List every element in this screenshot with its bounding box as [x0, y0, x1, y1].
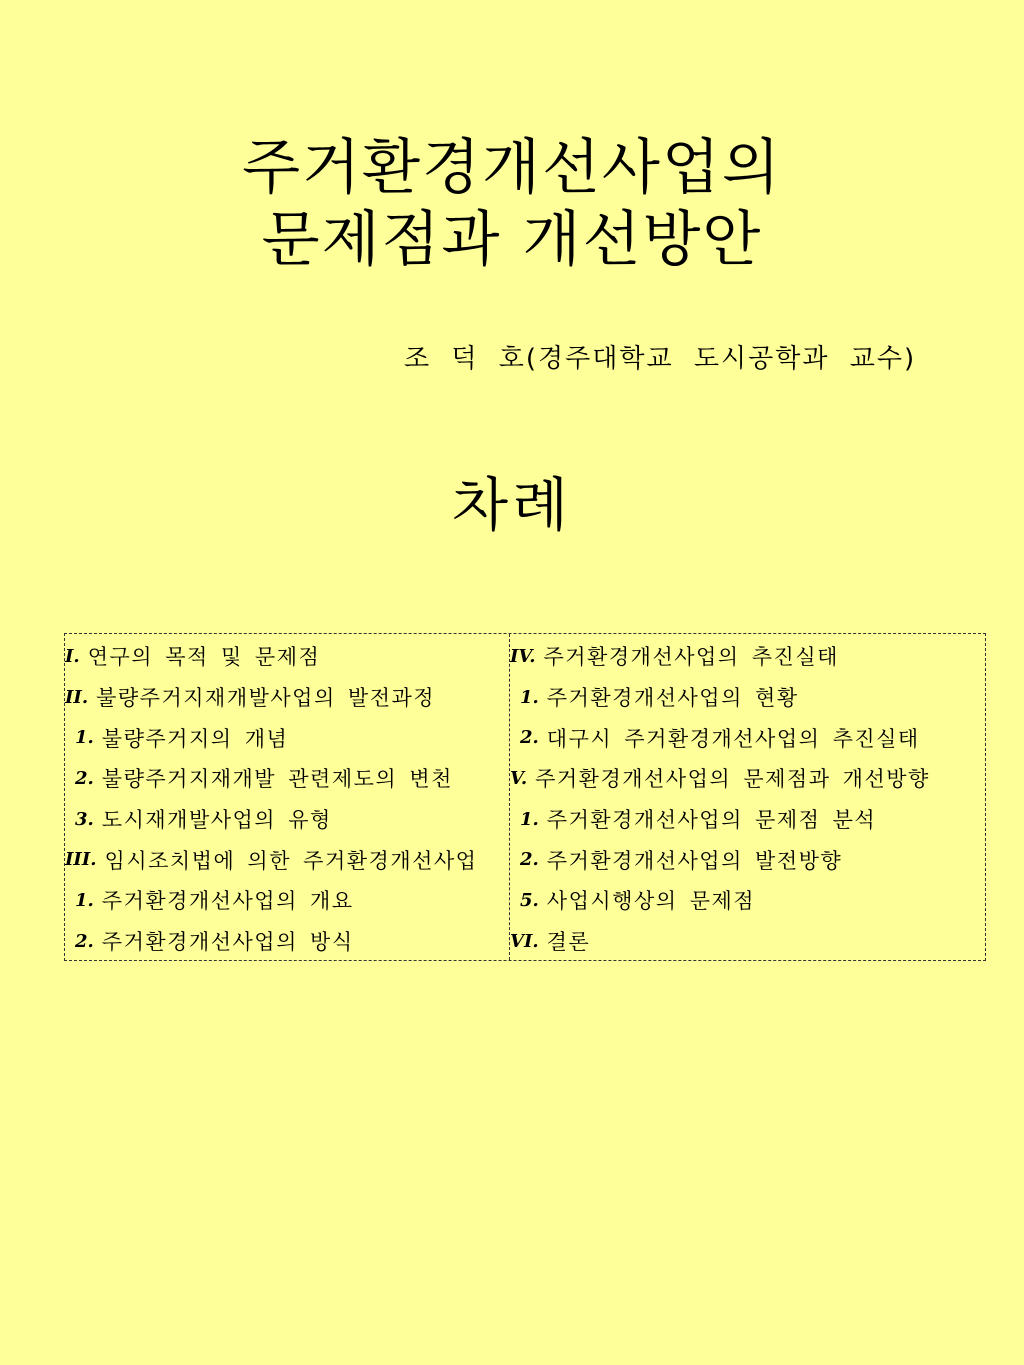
toc-item	[510, 880, 985, 921]
toc-item-number: I.	[65, 645, 80, 667]
toc-heading: 차례	[451, 471, 573, 539]
toc-left-column	[65, 634, 510, 960]
table-of-contents	[64, 633, 986, 961]
document-title-line-1: 주거환경개선사업의	[242, 133, 782, 203]
document-title-line-2: 문제점과 개선방안	[261, 205, 763, 275]
toc-item	[65, 636, 509, 677]
toc-item	[510, 921, 985, 962]
toc-item-text: 연구의 목적 및 문제점	[87, 645, 321, 670]
toc-item-number: IV.	[510, 645, 536, 667]
toc-item	[510, 799, 985, 840]
toc-item-number: 2.	[75, 930, 94, 952]
toc-item-text: 주거환경개선사업의 개요	[101, 889, 354, 914]
toc-item-number: II.	[65, 686, 89, 708]
toc-item-number: V.	[510, 767, 528, 789]
author-line: 조 덕 호(경주대학교 도시공학과 교수)	[404, 344, 917, 374]
toc-item-text: 대구시 주거환경개선사업의 추진실태	[546, 726, 920, 751]
toc-item-number: 1.	[520, 808, 539, 830]
toc-item-text: 불량주거지재개발 관련제도의 변천	[101, 767, 453, 792]
toc-item	[65, 880, 509, 921]
toc-item-text: 주거환경개선사업의 현황	[546, 686, 799, 711]
toc-item	[65, 799, 509, 840]
toc-item-text: 불량주거지의 개념	[101, 726, 289, 751]
toc-item-text: 임시조치법에 의한 주거환경개선사업	[104, 848, 478, 873]
document-title	[0, 132, 1024, 276]
toc-item-number: 1.	[75, 889, 94, 911]
toc-item	[65, 758, 509, 799]
toc-item-text: 결론	[546, 930, 591, 955]
toc-item	[510, 677, 985, 718]
toc-item-number: III.	[65, 849, 97, 871]
toc-item-number: VI.	[510, 930, 539, 952]
toc-item	[65, 839, 509, 880]
toc-item-text: 주거환경개선사업의 발전방향	[546, 848, 843, 873]
toc-item-number: 2.	[520, 849, 539, 871]
toc-item-number: 2.	[520, 727, 539, 749]
toc-item-text: 주거환경개선사업의 문제점과 개선방향	[535, 767, 930, 792]
toc-item	[65, 717, 509, 758]
toc-item-text: 사업시행상의 문제점	[546, 889, 756, 914]
toc-item-number: 1.	[75, 727, 94, 749]
toc-item	[510, 636, 985, 677]
toc-item	[510, 758, 985, 799]
toc-item	[65, 921, 509, 962]
toc-item-number: 1.	[520, 686, 539, 708]
toc-item-text: 주거환경개선사업의 문제점 분석	[546, 808, 877, 833]
toc-item	[65, 677, 509, 718]
toc-item-text: 도시재개발사업의 유형	[101, 808, 332, 833]
toc-item-text: 주거환경개선사업의 방식	[101, 930, 354, 955]
toc-right-column	[510, 634, 985, 960]
toc-item	[510, 839, 985, 880]
toc-item-text: 불량주거지재개발사업의 발전과정	[96, 686, 436, 711]
toc-item	[510, 717, 985, 758]
toc-item-number: 2.	[75, 767, 94, 789]
toc-item-text: 주거환경개선사업의 추진실태	[543, 645, 839, 670]
toc-item-number: 3.	[75, 808, 94, 830]
toc-item-number: 5.	[520, 889, 539, 911]
